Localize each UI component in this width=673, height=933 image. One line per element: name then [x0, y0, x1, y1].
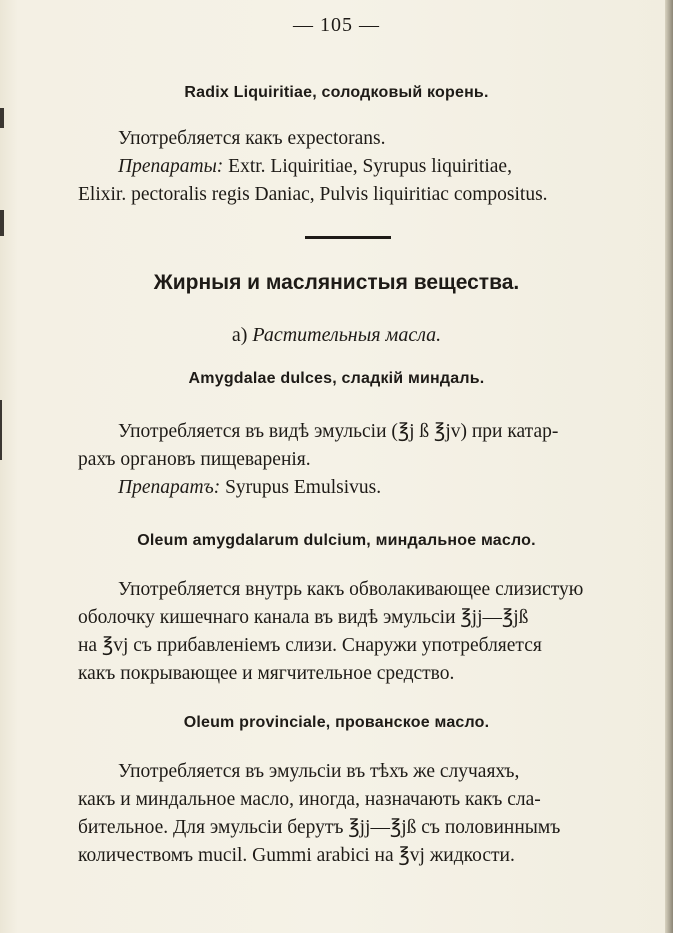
text-line	[78, 474, 618, 502]
binding-mark	[0, 400, 2, 460]
text-line: Употребляется какъ expectorans.	[118, 128, 386, 149]
entry-heading-oleum-provinciale: Oleum provinciale, прованское масло.	[183, 714, 490, 731]
text-line: количествомъ mucil. Gummi arabici на ℥vj жидкости.	[78, 845, 515, 866]
preparations-list: Extr. Liquiritiae, Syrupus liquiritiae,	[228, 156, 512, 177]
subsection-title	[0, 324, 673, 347]
preparation-label: Препаратъ:	[118, 477, 221, 498]
page-number: — 105 —	[293, 14, 380, 36]
subsection-prefix: a)	[231, 324, 248, 346]
entry-heading-oleum-amygdalarum: Oleum amygdalarum dulcium, миндальное масло.	[137, 532, 536, 549]
text-line: Elixir. pectoralis regis Daniac, Pulvis liquiritiac compositus.	[78, 184, 548, 205]
text-line: Употребляется въ эмульсіи въ тѣхъ же случаяхъ,	[118, 761, 520, 782]
subsection-name: Растительныя масла.	[252, 324, 442, 346]
binding-mark	[0, 210, 4, 236]
preparations-label: Препараты:	[118, 156, 224, 177]
entry-body-oleum-provinciale	[78, 758, 618, 870]
text-line: рахъ органовъ пищеваренія.	[78, 449, 311, 470]
entry-body-radix-liquiritiae	[78, 125, 618, 209]
binding-mark	[0, 108, 4, 128]
entry-body-oleum-amygdalarum	[78, 576, 618, 688]
entry-heading-radix-liquiritiae: Radix Liquiritiae, солодковый корень.	[184, 84, 489, 101]
text-line	[78, 153, 618, 181]
text-line: какъ покрывающее и мягчительное средство.	[78, 663, 455, 684]
section-title: Жирныя и маслянистыя вещества.	[153, 271, 520, 294]
entry-heading-amygdalae: Amygdalae dulces, сладкій миндаль.	[188, 370, 485, 387]
text-line: Употребляется въ видѣ эмульсіи (℥j ß ℥jv) при катар-	[118, 421, 559, 442]
entry-body-amygdalae	[78, 418, 618, 502]
text-line: какъ и миндальное масло, иногда, назначають какъ сла-	[78, 789, 541, 810]
page-edge-shadow	[665, 0, 673, 933]
text-line: на ℥vj съ прибавленіемъ слизи. Снаружи употребляется	[78, 635, 542, 656]
section-divider	[305, 236, 391, 239]
text-line: бительное. Для эмульсіи берутъ ℥jj—℥jß съ половиннымъ	[78, 817, 561, 838]
text-line: оболочку кишечнаго канала въ видѣ эмульсіи ℥jj—℥jß	[78, 607, 529, 628]
preparation-name: Syrupus Emulsivus.	[225, 477, 382, 498]
text-line: Употребляется внутрь какъ обволакивающее слизистую	[118, 579, 584, 600]
